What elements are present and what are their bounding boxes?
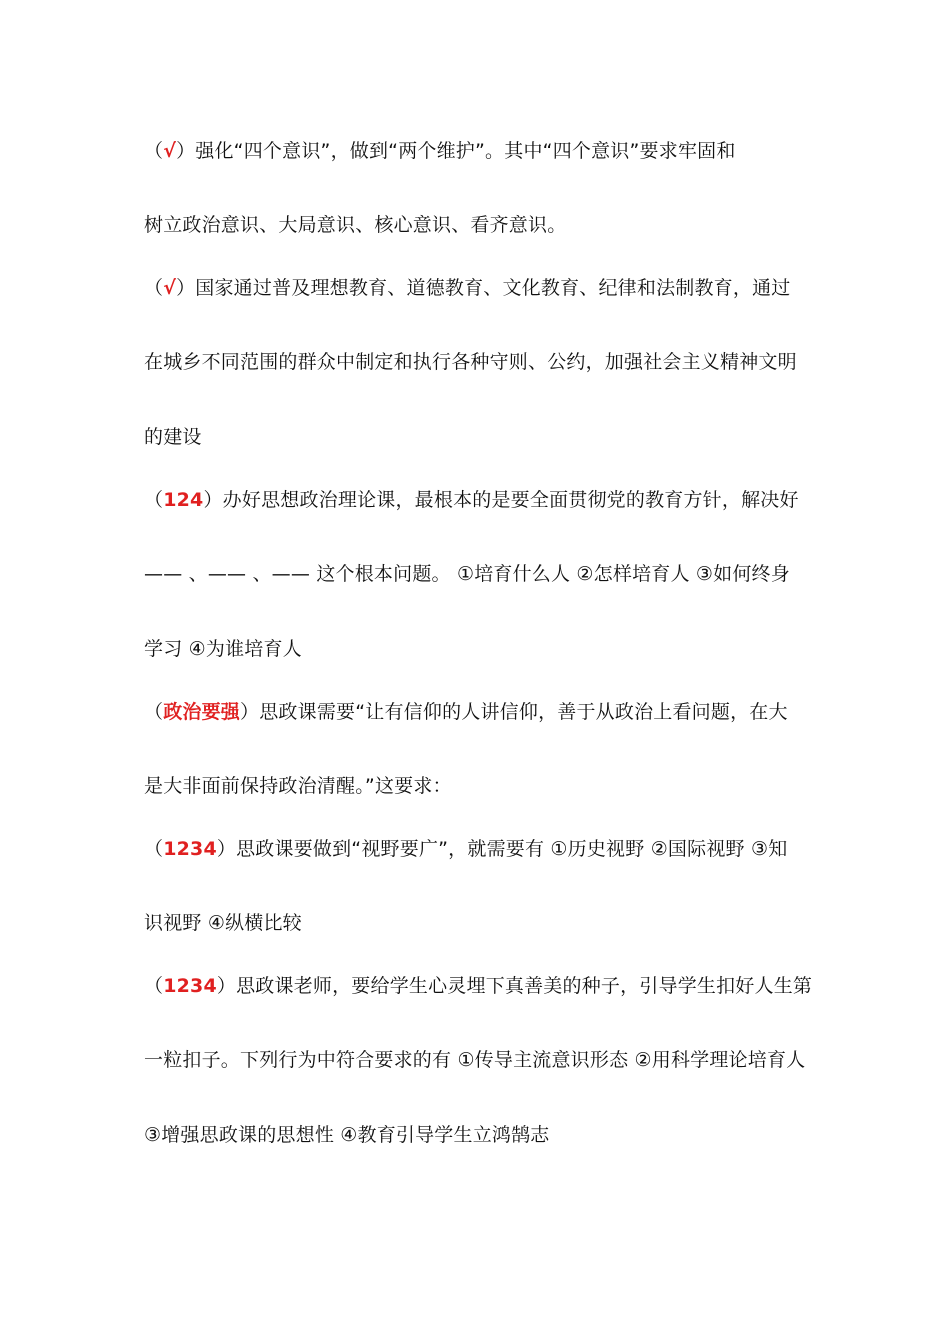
question-6-line-1: （1234）思政课老师，要给学生心灵埋下真善美的种子，引导学生扣好人生第 [144,975,813,997]
question-1-answer: √ [163,140,177,162]
question-6-text-2: 一粒扣子。下列行为中符合要求的有 ①传导主流意识形态 ②用科学理论培育人 [144,1049,806,1071]
question-5-line-1: （1234）思政课要做到“视野要广”，就需要有 ①历史视野 ②国际视野 ③知 [144,838,788,860]
question-2-text-2: 在城乡不同范围的群众中制定和执行各种守则、公约，加强社会主义精神文明 [144,351,797,373]
question-1-text-1: 强化“四个意识”，做到“两个维护”。其中“四个意识”要求牢固和 [195,140,736,162]
question-3-text-3: 学习 ④为谁培育人 [144,638,302,660]
question-6-text-1: 思政课老师，要给学生心灵埋下真善美的种子，引导学生扣好人生第 [236,975,813,997]
question-4-text-1: 思政课需要“让有信仰的人讲信仰，善于从政治上看问题，在大 [259,701,788,723]
question-1-text-2: 树立政治意识、大局意识、核心意识、看齐意识。 [144,214,567,236]
question-2-line-3 [144,424,824,450]
question-4-line-1: （政治要强）思政课需要“让有信仰的人讲信仰，善于从政治上看问题，在大 [144,701,788,723]
question-3-text-1: 办好思想政治理论课，最根本的是要全面贯彻党的教育方针，解决好 [222,489,799,511]
question-3-answer: 124 [163,489,204,511]
question-1-line-2 [144,212,824,238]
question-3-line-3 [144,636,824,662]
question-2-line-2 [144,349,824,375]
question-3-text-2: —— 、—— 、—— 这个根本问题。 ①培育什么人 ②怎样培育人 ③如何终身 [144,563,790,585]
question-2-answer: √ [163,277,177,299]
question-6-text-3: ③增强思政课的思想性 ④教育引导学生立鸿鹄志 [144,1124,550,1146]
question-5-answer: 1234 [163,838,217,860]
question-3-line-1: （124）办好思想政治理论课，最根本的是要全面贯彻党的教育方针，解决好 [144,489,799,511]
question-4-line-2 [144,773,824,799]
question-5-text-1: 思政课要做到“视野要广”，就需要有 ①历史视野 ②国际视野 ③知 [236,838,788,860]
question-6-answer: 1234 [163,975,217,997]
question-4-answer: 政治要强 [163,701,241,723]
question-2-line-1: （√）国家通过普及理想教育、道德教育、文化教育、纪律和法制教育，通过 [144,277,791,299]
question-2-text-3: 的建设 [144,426,202,448]
question-6-line-2 [144,1047,824,1073]
question-4-text-2: 是大非面前保持政治清醒。”这要求： [144,775,452,797]
question-5-text-2: 识视野 ④纵横比较 [144,912,302,934]
question-5-line-2 [144,910,824,936]
question-3-line-2 [144,561,824,587]
question-2-text-1: 国家通过普及理想教育、道德教育、文化教育、纪律和法制教育，通过 [195,277,791,299]
question-1-line-1: （√）强化“四个意识”，做到“两个维护”。其中“四个意识”要求牢固和 [144,140,736,162]
question-6-line-3 [144,1122,824,1148]
